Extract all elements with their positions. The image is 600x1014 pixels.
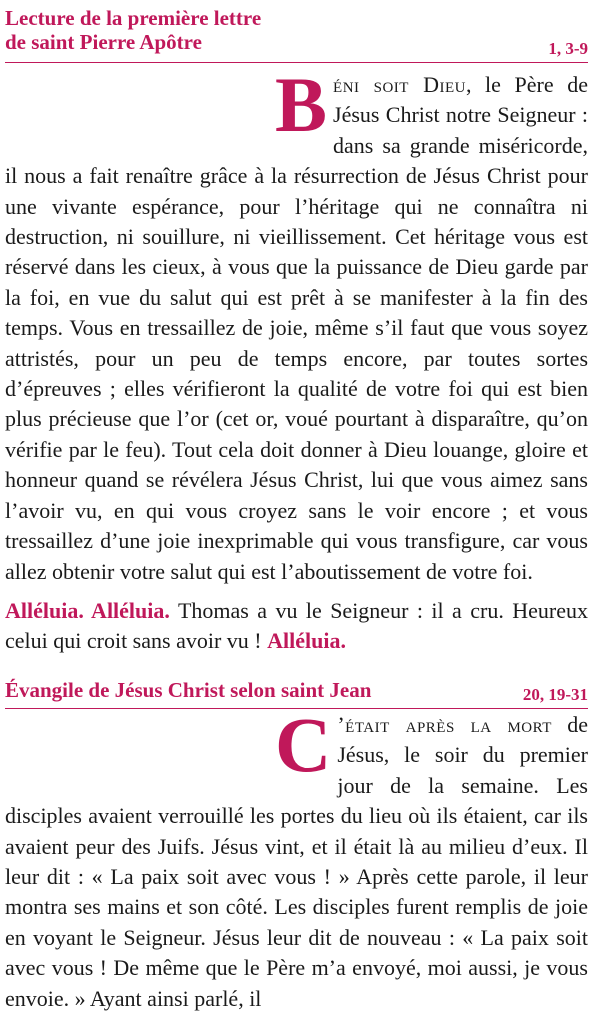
reading-reference: 1, 3-9 — [548, 39, 588, 58]
gospel-dropcap: C — [275, 701, 332, 788]
gospel-reference: 20, 19-31 — [522, 685, 588, 704]
reading-lead: éni soit Dieu — [333, 72, 466, 97]
acclamation — [5, 596, 588, 657]
reading-text — [5, 61, 589, 587]
gospel-title: Évangile de Jésus Christ selon saint Jean — [5, 678, 372, 702]
reading-title-line1: Lecture de la première lettre — [5, 6, 262, 30]
reading-body: , le Père de Jésus Christ notre Seigneur : dans sa grande miséricorde, il nous a fait renaître grâce à la résurrection de Jésus Christ pour une vivante espérance, pour l’héritage qui ne connaîtra ni destruction, ni souillure, ni vieillissement. Cet héritage vous est réservé dans les cieux, à vous que la puissance de Dieu garde par la foi, en vue du salut qui est prêt à se manifester à la fin des temps. Vous en tressaillez de joie, même s’il faut que vous soyez attristés, pour un peu de temps encore, par toutes sortes d’épreuves ; elles vérifieront la qualité de votre foi qui est bien plus précieuse que l’or (cet or, voué pourtant à disparaître, qu’on vérifie par le feu). Tout cela doit donner à Dieu louange, gloire et honneur quand se révélera Jésus Christ, lui que vous aimez sans l’avoir vu, en qui vous croyez sans le voir encore ; et vous tressaillez d’une joie inexprimable qui vous transfigure, car vous allez obtenir votre salut qui est l’aboutissement de votre foi. — [5, 72, 589, 584]
reading-heading — [5, 6, 588, 63]
alleluia-end: Alléluia. — [267, 628, 346, 654]
alleluia-lead: Alléluia. Alléluia. — [5, 598, 170, 623]
acclamation-text: Thomas a vu le Seigneur : il a cru. Heureux celui qui croit sans avoir vu ! — [5, 598, 588, 654]
reading-dropcap: B — [275, 61, 328, 148]
reading-title-line2: de saint Pierre Apôtre — [5, 30, 202, 54]
gospel-body: de Jésus, le soir du premier jour de la semaine. Les disciples avaient verrouillé les portes du lieu où ils étaient, car ils avaient peur des Juifs. Jésus vint, et il était là au milieu d’eux. Il leur dit : « La paix soit avec vous ! » Après cette parole, il leur montra ses mains et son côté. Les disciples furent remplis de joie en voyant le Seigneur. Jésus leur dit de nouveau : « La paix soit avec vous ! De même que le Père m’a envoyé, moi aussi, je vous envoie. » Ayant ainsi parlé, il — [5, 712, 589, 1011]
gospel-text — [5, 701, 589, 1014]
gospel-lead: ’était après la mort — [337, 712, 552, 737]
